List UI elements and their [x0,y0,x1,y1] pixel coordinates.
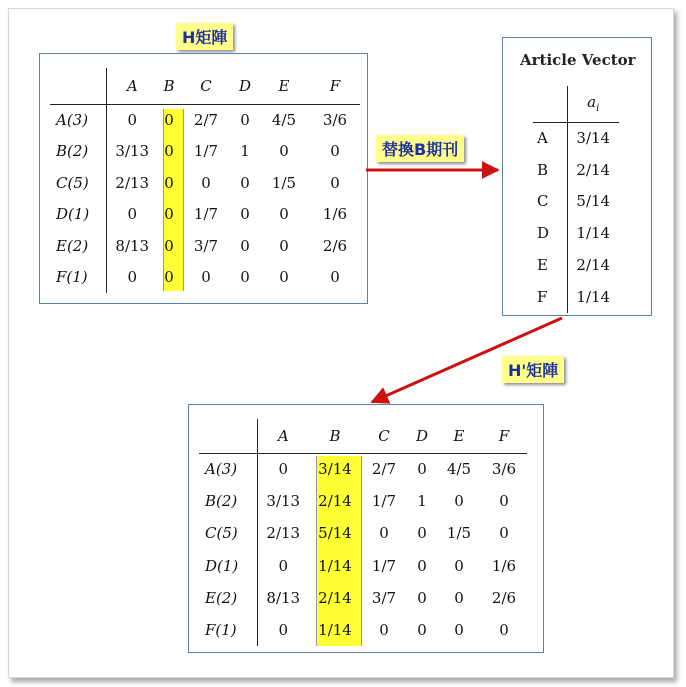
h-prime-matrix-cell: 1/5 [446,524,472,543]
h-matrix-cell: 8/13 [115,236,150,255]
h-prime-matrix-cell: 0 [454,621,464,640]
h-prime-matrix-cell: 0 [454,588,464,607]
h-prime-matrix-cell: 2/14 [318,492,352,511]
h-matrix-cell: 2/6 [322,236,348,255]
article-vector-row-label: A [533,122,567,154]
h-matrix-cell: 0 [127,205,138,224]
h-prime-matrix-cell: 2/13 [266,524,301,543]
h-matrix-cell: 1/7 [193,205,219,224]
h-matrix-cell: 0 [330,142,340,161]
h-prime-matrix-cell: 0 [417,556,427,575]
h-matrix-cell: 0 [164,236,174,255]
h-prime-matrix-cell: 0 [454,492,464,511]
h-col-header: F [329,76,341,95]
article-vector-value: 3/14 [576,129,611,148]
h-matrix-cell: 0 [164,173,174,192]
h-matrix-cell: 0 [164,205,174,224]
h-matrix-cell: 3/6 [322,111,348,129]
h-prime-matrix-cell: 1/6 [491,556,517,575]
h-prime-matrix-row-label: F(1) [199,614,257,646]
h-matrix-cell: 0 [279,205,289,224]
h-prime-matrix-cell: 8/13 [266,588,301,607]
h-matrix-cell: 1/6 [322,205,348,224]
h-matrix-cell: 0 [279,268,289,287]
h-prime-matrix-cell: 3/6 [491,460,517,479]
h-matrix-cell: 0 [240,205,250,224]
h-prime-matrix-cell: 1/7 [371,492,397,511]
h-matrix-cell: 1/7 [193,142,219,161]
h-prime-matrix-cell: 0 [278,621,289,640]
article-vector-value: 1/14 [576,224,611,243]
h-col-header: A [126,76,138,95]
hp-col-header: C [378,426,390,445]
article-vector-row-label: E [533,249,567,281]
h-prime-matrix-cell: 0 [499,621,509,640]
h-matrix-cell: 0 [330,173,340,192]
article-vector-row-label: F [533,281,567,313]
article-vector-value: 1/14 [576,287,611,306]
h-matrix-cell: 0 [201,173,211,192]
h-matrix-cell: 0 [164,142,174,161]
h-matrix-cell: 0 [201,268,211,287]
h-matrix-cell: 0 [330,268,340,287]
h-prime-matrix-row-label: E(2) [199,582,257,614]
h-matrix-row-label: B(2) [50,136,106,168]
h-col-header: C [200,76,212,95]
article-vector-value: 5/14 [576,192,611,211]
h-matrix-cell: 0 [127,111,138,129]
article-vector-title: Article Vector [520,51,636,69]
article-vector-header: $a_i$ [587,93,600,115]
h-prime-matrix-cell: 1 [417,492,427,511]
h-matrix-cell: 1/5 [271,173,297,192]
h-matrix-row-label: D(1) [50,199,106,231]
h-matrix-cell: 0 [164,111,174,129]
article-vector-value: 2/14 [576,160,611,179]
h-prime-matrix-cell: 1/14 [318,556,352,575]
h-prime-matrix-row-label: B(2) [199,485,257,517]
h-prime-matrix-cell: 0 [417,621,427,640]
h-matrix-cell: 3/13 [115,142,150,161]
h-matrix-cell: 0 [279,236,289,255]
h-matrix-cell: 0 [279,142,289,161]
h-prime-matrix-cell: 0 [278,460,289,479]
h-prime-matrix-row-label: D(1) [199,550,257,582]
hp-col-header: E [453,426,465,445]
h-prime-matrix-cell: 0 [417,524,427,543]
replace-b-label: 替換B期刊 [376,135,464,162]
h-prime-matrix-cell: 0 [379,621,389,640]
h-matrix-cell: 0 [127,268,138,287]
h-col-header: B [163,76,175,95]
h-prime-matrix-cell: 1/14 [318,621,352,640]
hp-col-header: D [415,426,429,445]
hp-col-header: B [329,426,341,445]
h-matrix-cell: 4/5 [271,111,297,129]
h-prime-matrix-cell: 0 [417,460,427,479]
hp-col-header: A [277,426,289,445]
h-matrix-cell: 0 [240,236,250,255]
h-matrix-label: H矩陣 [176,23,233,50]
h-matrix-cell: 0 [240,111,250,129]
h-col-header: E [278,76,290,95]
h-prime-matrix-cell: 3/13 [266,492,301,511]
arrow-vector-to-h-prime [372,318,562,402]
h-matrix-cell: 2/13 [115,173,150,192]
h-prime-matrix-cell: 5/14 [318,524,352,543]
h-prime-matrix-cell: 0 [417,588,427,607]
h-prime-matrix-cell: 2/6 [491,588,517,607]
h-matrix-cell: 0 [240,173,250,192]
h-prime-matrix-cell: 1/7 [371,556,397,575]
h-prime-matrix-cell: 0 [379,524,389,543]
h-matrix-cell: 2/7 [193,111,219,129]
h-matrix-cell: 0 [164,268,174,287]
h-col-header: D [238,76,252,95]
article-vector-row-label: B [533,154,567,186]
h-prime-matrix-cell: 3/7 [371,588,397,607]
h-matrix-cell: 3/7 [193,236,219,255]
h-prime-matrix-cell: 3/14 [318,460,352,479]
h-matrix-cell: 0 [240,268,250,287]
h-prime-matrix-cell: 0 [278,556,289,575]
h-prime-matrix-cell: 0 [499,492,509,511]
h-prime-matrix-label: H'矩陣 [502,356,564,383]
h-prime-matrix-cell: 4/5 [446,460,472,479]
h-matrix-cell: 1 [240,142,250,161]
h-matrix-row-label: C(5) [50,167,106,199]
article-vector-value: 2/14 [576,256,611,275]
h-matrix-row-label: A(3) [50,104,106,136]
h-matrix-row-label: F(1) [50,262,106,294]
h-prime-matrix-cell: 2/7 [371,460,397,479]
article-vector-row-label: D [533,217,567,249]
h-prime-matrix-row-label: C(5) [199,517,257,549]
h-prime-matrix-row-label: A(3) [199,453,257,485]
h-prime-matrix-cell: 0 [499,524,509,543]
h-prime-matrix-cell: 2/14 [318,588,352,607]
h-matrix-row-label: E(2) [50,230,106,262]
article-vector-row-label: C [533,186,567,218]
hp-col-header: F [498,426,510,445]
h-prime-matrix-cell: 0 [454,556,464,575]
